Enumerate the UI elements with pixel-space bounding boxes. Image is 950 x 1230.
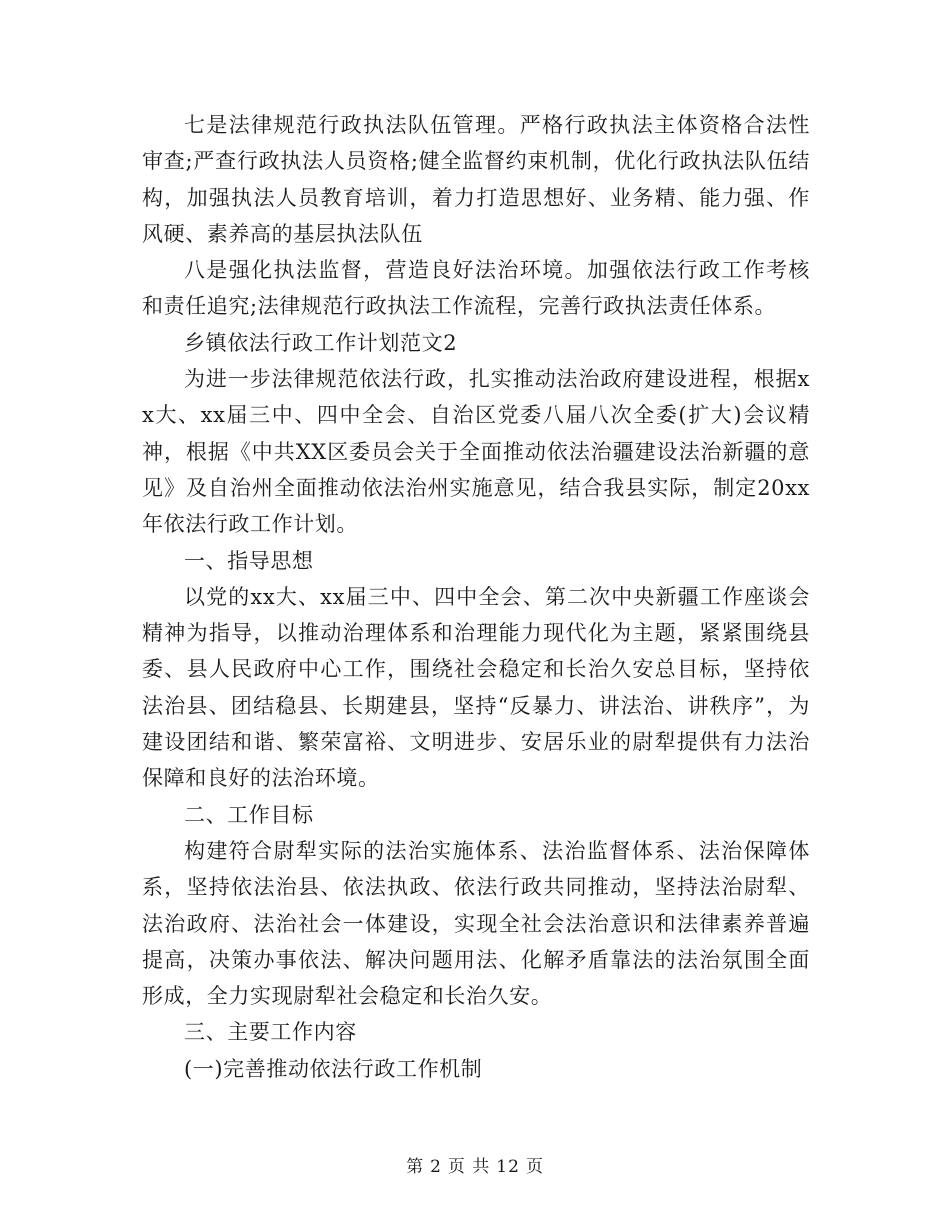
paragraph-intro: 为进一步法律规范依法行政，扎实推动法治政府建设进程，根据xx大、xx届三中、四中全会、自治区党委八届八次全委(扩大)会议精神，根据《中共XX区委员会关于全面推动依法治疆建设法治新疆的意见》及自治州全面推动依法治州实施意见，结合我县实际，制定20xx年依法行政工作计划。 <box>142 367 810 537</box>
section-title-sample-2: 乡镇依法行政工作计划范文2 <box>184 330 458 355</box>
document-body <box>142 107 810 1087</box>
paragraph-guiding-ideology: 以党的xx大、xx届三中、四中全会、第二次中央新疆工作座谈会精神为指导，以推动治理体系和治理能力现代化为主题，紧紧围绕县委、县人民政府中心工作，围绕社会稳定和长治久安总目标，坚持依法治县、团结稳县、长期建县，坚持“反暴力、讲法治、讲秩序”，为建设团结和谐、繁荣富裕、文明进步、安居乐业的尉犁提供有力法治保障和良好的法治环境。 <box>142 584 810 791</box>
footer-current-page: 2 <box>430 1157 442 1177</box>
paragraph-item-8: 八是强化执法监督，营造良好法治环境。加强依法行政工作考核和责任追究;法律规范行政执法工作流程，完善行政执法责任体系。 <box>142 258 810 319</box>
heading-guiding-ideology: 一、指导思想 <box>184 548 314 573</box>
paragraph-work-goals: 构建符合尉犁实际的法治实施体系、法治监督体系、法治保障体系，坚持依法治县、依法执政、依法行政共同推动，坚持法治尉犁、法治政府、法治社会一体建设，实现全社会法治意识和法律素养普遍提高，决策办事依法、解决问题用法、化解矛盾靠法的法治氛围全面形成，全力实现尉犁社会稳定和长治久安。 <box>142 838 810 1009</box>
heading-work-goals: 二、工作目标 <box>184 802 314 827</box>
page-number-footer <box>0 1152 950 1177</box>
subheading-mechanism: (一)完善推动依法行政工作机制 <box>184 1056 483 1081</box>
footer-middle: 页 共 <box>447 1157 491 1177</box>
footer-prefix: 第 <box>406 1157 425 1177</box>
heading-main-work-content: 三、主要工作内容 <box>184 1020 357 1045</box>
footer-suffix: 页 <box>525 1157 544 1177</box>
paragraph-item-7: 七是法律规范行政执法队伍管理。严格行政执法主体资格合法性审查;严查行政执法人员资格;健全监督约束机制，优化行政执法队伍结构，加强执法人员教育培训，着力打造思想好、业务精、能力强、作风硬、素养高的基层执法队伍 <box>142 113 810 246</box>
footer-total-pages: 12 <box>496 1157 520 1177</box>
